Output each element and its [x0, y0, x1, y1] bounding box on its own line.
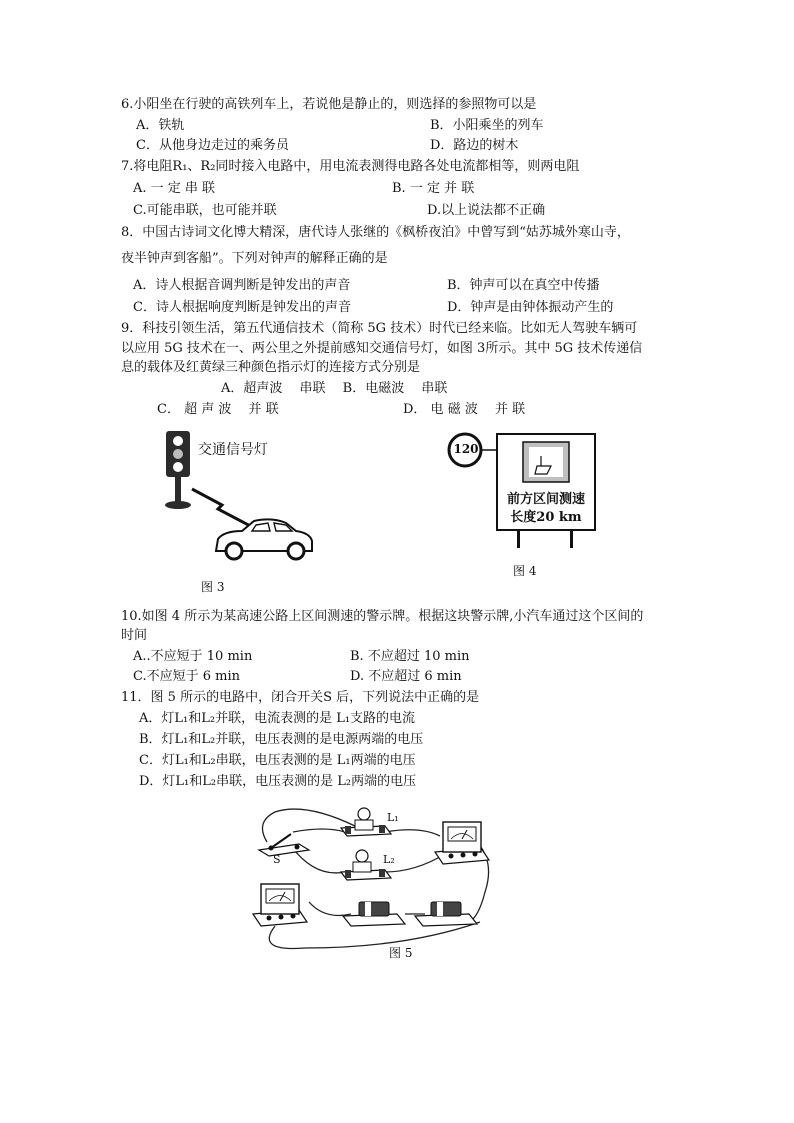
figure-5-caption: 图 5 [389, 946, 413, 960]
sign-line-2: 长度20 km [510, 510, 582, 525]
q6-stem: 6.小阳坐在行驶的高铁列车上，若说他是静止的，则选择的参照物可以是 [121, 97, 537, 112]
q10-option-c: C.不应短于 6 min [133, 669, 241, 684]
q8-option-b: B．钟声可以在真空中传播 [447, 278, 600, 293]
q9-stem-line2: 以应用 5G 技术在一、两公里之外提前感知交通信号灯，如图 3所示。其中 5G 技术传递信 [121, 341, 643, 356]
q10-stem-line2: 时间 [121, 628, 148, 643]
q7-stem: 7.将电阻R₁、R₂同时接入电路中，用电流表测得电路各处电流都相等，则两电阻 [121, 159, 580, 174]
q6-option-c: C．从他身边走过的乘务员 [136, 138, 289, 153]
q8-stem-line2: 夜半钟声到客船”。下列对钟声的解释正确的是 [121, 251, 388, 266]
q7-option-d: D.以上说法都不正确 [427, 203, 546, 218]
q10-option-a: A..不应短于 10 min [133, 649, 253, 664]
speed-limit-value: 120 [453, 442, 479, 456]
q8-option-c: C．诗人根据响度判断是钟发出的声音 [133, 300, 351, 315]
battery-1-icon [343, 902, 405, 926]
q9-option-d: D． 电 磁 波 并 联 [403, 402, 526, 417]
q6-option-b: B．小阳乘坐的列车 [430, 118, 544, 133]
lamp-l2-label: L₂ [383, 853, 395, 866]
q6-option-d: D．路边的树木 [430, 138, 519, 153]
car-icon [216, 519, 312, 559]
q8-option-a: A．诗人根据音调判断是钟发出的声音 [133, 278, 351, 293]
lamp-l1-icon [341, 808, 391, 836]
sign-line-1: 前方区间测速 [506, 492, 585, 507]
traffic-light-label: 交通信号灯 [198, 442, 268, 458]
q9-option-ab: A．超声波 串联 B．电磁波 串联 [221, 381, 448, 396]
ammeter-icon [435, 822, 489, 864]
q7-option-a: A. 一 定 串 联 [133, 181, 216, 196]
q8-stem-line1: 8．中国古诗词文化博大精深，唐代诗人张继的《枫桥夜泊》中曾写到“姑苏城外寒山寺， [121, 225, 630, 240]
q11-option-a: A．灯L₁和L₂并联，电流表测的是 L₁支路的电流 [139, 711, 416, 726]
q10-stem-line1: 10.如图 4 所示为某高速公路上区间测速的警示牌。根据这块警示牌,小汽车通过这个区间的 [121, 609, 644, 624]
q11-option-d: D．灯L₁和L₂串联，电压表测的是 L₂两端的电压 [139, 774, 417, 789]
q9-option-c: C． 超 声 波 并 联 [157, 402, 279, 417]
figure-5-circuit-diagram [245, 802, 505, 952]
traffic-light-icon [165, 431, 191, 509]
q10-option-b: B. 不应超过 10 min [350, 649, 470, 664]
q7-option-c: C.可能串联，也可能并联 [133, 203, 277, 218]
q11-option-c: C．灯L₁和L₂串联，电压表测的是 L₁两端的电压 [139, 753, 416, 768]
q11-option-b: B．灯L₁和L₂并联，电压表测的是电源两端的电压 [139, 732, 424, 747]
q11-stem: 11．图 5 所示的电路中，闭合开关S 后，下列说法中正确的是 [121, 690, 480, 705]
figure-3-caption: 图 3 [201, 580, 225, 594]
lamp-l1-label: L₁ [387, 811, 399, 824]
q8-option-d: D．钟声是由钟体振动产生的 [447, 300, 614, 315]
q6-option-a: A．铁轨 [136, 118, 185, 133]
q7-option-b: B. 一 定 并 联 [392, 181, 475, 196]
q10-option-d: D. 不应超过 6 min [350, 669, 462, 684]
switch-s-label: S [273, 853, 281, 866]
voltmeter-icon [253, 884, 307, 926]
q9-stem-line3: 息的载体及红黄绿三种颜色指示灯的连接方式分别是 [121, 360, 421, 375]
q9-stem-line1: 9．科技引领生活，第五代通信技术（简称 5G 技术）时代已经来临。比如无人驾驶车辆可 [121, 321, 638, 336]
signal-lightning-icon [192, 489, 256, 529]
switch-s [259, 834, 309, 856]
figure-4-caption: 图 4 [513, 564, 537, 578]
